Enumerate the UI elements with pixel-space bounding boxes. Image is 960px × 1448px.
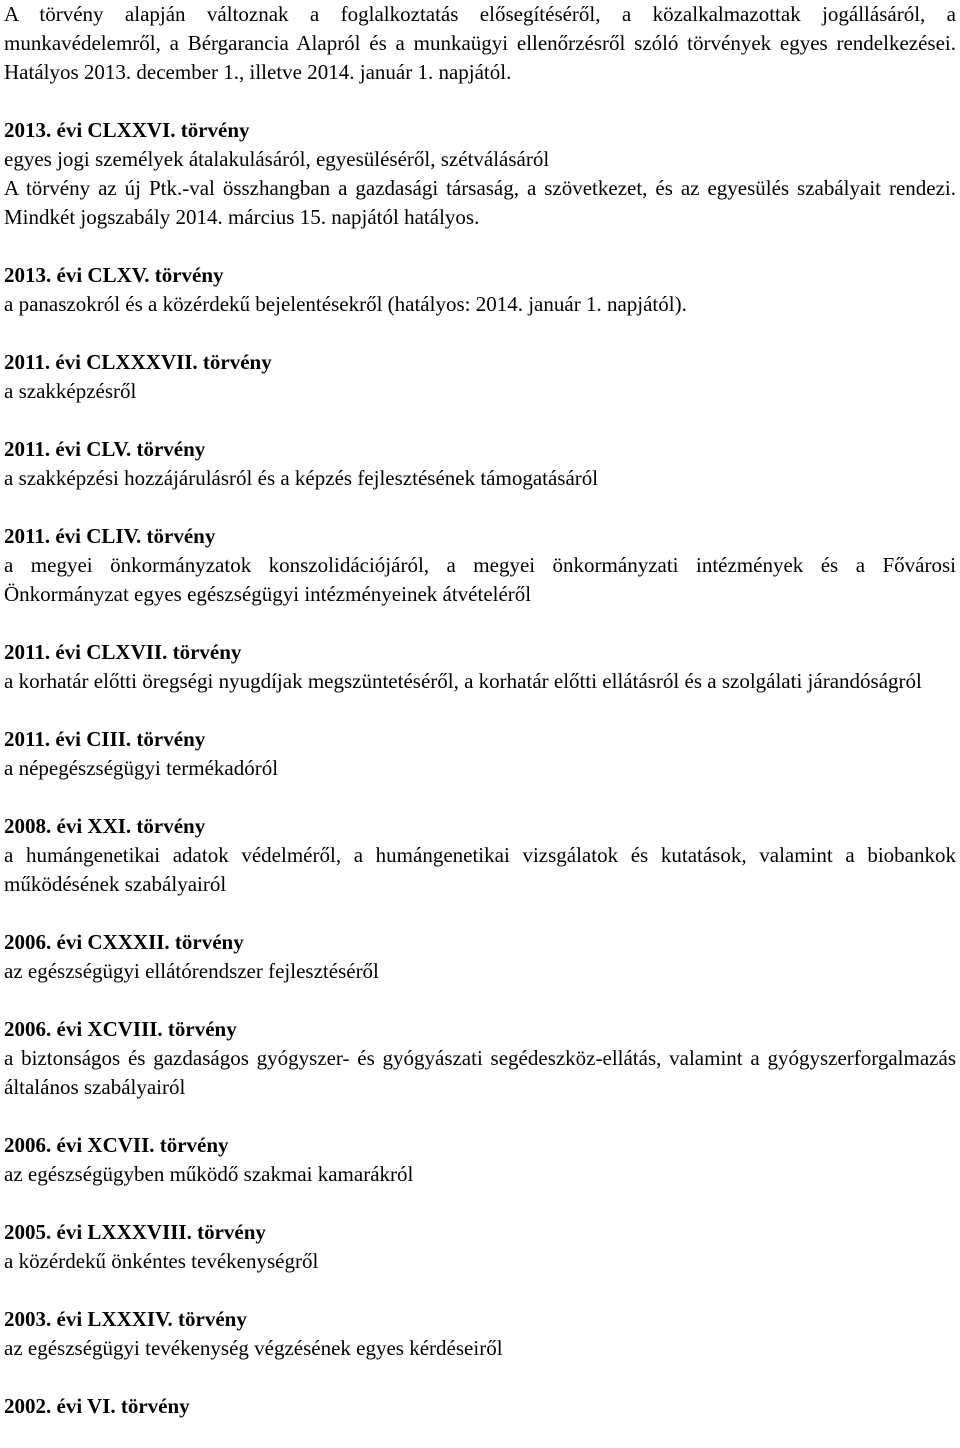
law-description: a népegészségügyi termékadóról	[4, 756, 279, 780]
law-title: 2006. évi XCVIII. törvény	[4, 1017, 237, 1041]
spacer	[4, 232, 956, 261]
law-description: a biztonságos és gazdaságos gyógyszer- és gyógyászati segédeszköz-ellátás, valamint a gyógyszerforgalmazás általános szabályairól	[4, 1046, 956, 1099]
spacer	[4, 1276, 956, 1305]
law-entry	[4, 348, 956, 406]
law-entry	[4, 261, 956, 319]
spacer	[4, 1102, 956, 1131]
law-note: A törvény az új Ptk.-val összhangban a gazdasági társaság, a szövetkezet, és az egyesülés szabályait rendezi. Mindkét jogszabály 2014. március 15. napjától hatályos.	[4, 176, 956, 229]
law-title: 2006. évi CXXXII. törvény	[4, 930, 244, 954]
law-entry	[4, 116, 956, 232]
law-entry	[4, 1015, 956, 1102]
law-title: 2013. évi CLXXVI. törvény	[4, 118, 250, 142]
law-title: 2005. évi LXXXVIII. törvény	[4, 1220, 266, 1244]
law-title: 2006. évi XCVII. törvény	[4, 1133, 229, 1157]
law-entry	[4, 522, 956, 609]
law-description: egyes jogi személyek átalakulásáról, egyesüléséről, szétválásáról	[4, 147, 550, 171]
spacer	[4, 406, 956, 435]
law-entry	[4, 435, 956, 493]
law-title: 2011. évi CIII. törvény	[4, 727, 206, 751]
law-description: a panaszokról és a közérdekű bejelentésekről (hatályos: 2014. január 1. napjától).	[4, 292, 687, 316]
law-title: 2011. évi CLIV. törvény	[4, 524, 216, 548]
spacer	[4, 783, 956, 812]
spacer	[4, 899, 956, 928]
law-title: 2003. évi LXXXIV. törvény	[4, 1307, 247, 1331]
spacer	[4, 1189, 956, 1218]
spacer	[4, 986, 956, 1015]
law-description: az egészségügyben működő szakmai kamarákról	[4, 1162, 414, 1186]
spacer	[4, 319, 956, 348]
law-description: a megyei önkormányzatok konszolidációjáról, a megyei önkormányzati intézmények és a Fővárosi Önkormányzat egyes egészségügyi intézményeinek átvételéről	[4, 553, 956, 606]
law-description: a humángenetikai adatok védelméről, a humángenetikai vizsgálatok és kutatások, valamint a biobankok működésének szabályairól	[4, 843, 956, 896]
law-entry	[4, 638, 956, 696]
law-description: a szakképzési hozzájárulásról és a képzés fejlesztésének támogatásáról	[4, 466, 599, 490]
law-title: 2011. évi CLXXXVII. törvény	[4, 350, 272, 374]
law-entry	[4, 1131, 956, 1189]
spacer	[4, 1363, 956, 1392]
law-description: a korhatár előtti öregségi nyugdíjak megszüntetéséről, a korhatár előtti ellátásról és a szolgálati járandóságról	[4, 669, 922, 693]
spacer	[4, 87, 956, 116]
law-entry	[4, 1392, 956, 1421]
spacer	[4, 609, 956, 638]
law-entry	[4, 928, 956, 986]
law-title: 2008. évi XXI. törvény	[4, 814, 206, 838]
spacer	[4, 493, 956, 522]
spacer	[4, 696, 956, 725]
law-entry	[4, 725, 956, 783]
intro-paragraph: A törvény alapján változnak a foglalkoztatás elősegítéséről, a közalkalmazottak jogállásáról, a munkavédelemről, a Bérgarancia Alapról és a munkaügyi ellenőrzésről szóló törvények egyes rendelkezései. Hatályos 2013. december 1., illetve 2014. január 1. napjától.	[4, 2, 956, 84]
law-title: 2013. évi CLXV. törvény	[4, 263, 224, 287]
law-entry	[4, 812, 956, 899]
law-entry	[4, 1218, 956, 1276]
law-description: az egészségügyi tevékenység végzésének egyes kérdéseiről	[4, 1336, 503, 1360]
law-description: a közérdekű önkéntes tevékenységről	[4, 1249, 319, 1273]
document-page	[4, 0, 956, 1421]
law-description: a szakképzésről	[4, 379, 137, 403]
law-title: 2002. évi VI. törvény	[4, 1394, 190, 1418]
law-description: az egészségügyi ellátórendszer fejlesztéséről	[4, 959, 379, 983]
law-title: 2011. évi CLXVII. törvény	[4, 640, 242, 664]
law-entry	[4, 1305, 956, 1363]
law-title: 2011. évi CLV. törvény	[4, 437, 206, 461]
